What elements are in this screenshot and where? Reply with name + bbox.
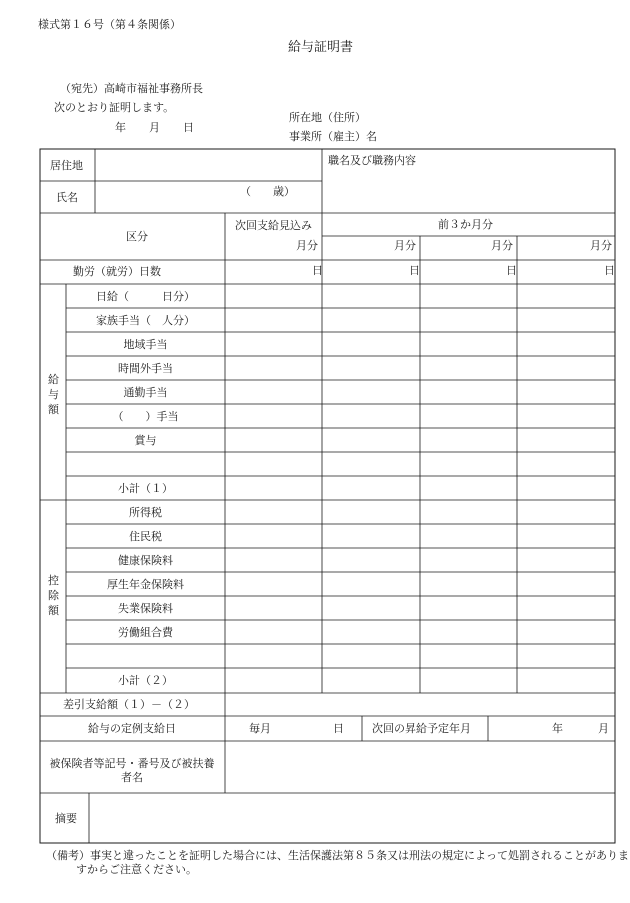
employer-name-label: 事業所（雇主）名 [289,130,377,143]
month-unit-2: 月分 [394,239,416,252]
month-unit-3: 月分 [491,239,513,252]
salary-row-daily: 日給（ 日分） [96,290,195,303]
deduction-row-union-dues: 労働組合費 [118,626,173,639]
deduction-row-resident-tax: 住民税 [129,530,162,543]
workdays-label: 勤労（就労）日数 [73,265,161,278]
next-raise-label: 次回の昇給予定年月 [372,722,471,735]
job-title-label: 職名及び職務内容 [328,154,416,167]
page-title: 給与証明書 [288,40,354,55]
payday-label: 給与の定例支給日 [88,722,176,735]
age-field[interactable]: （ 歳） [240,185,295,198]
salary-row-commute: 通勤手当 [123,386,168,399]
certify-text: 次のとおり証明します。 [54,101,175,114]
salary-subtotal: 小計（１） [118,482,173,495]
date-year: 年 [115,121,126,134]
next-payment-label: 次回支給見込み [235,219,312,232]
day-unit-3: 日 [506,264,517,277]
note-text: （備考）事実と違ったことを証明した場合には、生活保護法第８５条又は刑法の規定によって処罰されることがありますからご注意ください。 [46,849,629,876]
salary-row-regional: 地域手当 [123,338,168,351]
salary-row-family: 家族手当（ 人分） [96,314,195,327]
salary-row-bonus: 賞与 [134,434,157,447]
payday-day-unit: 日 [333,722,344,735]
salary-row-other-allowance: （ ）手当 [112,410,179,423]
residence-label: 居住地 [50,159,83,172]
raise-year-unit: 年 [552,722,563,735]
name-label: 氏名 [56,191,78,204]
month-unit-4: 月分 [590,239,612,252]
deduction-row-pension: 厚生年金保険料 [107,578,184,591]
past-three-months-label: 前３か月分 [438,218,493,231]
date-month: 月 [149,121,160,134]
deduction-row-health-insurance: 健康保険料 [118,554,173,567]
raise-month-unit: 月 [598,722,609,735]
remarks-label: 摘要 [55,812,77,825]
form-number: 様式第１６号（第４条関係） [38,18,181,31]
salary-group-label: 給与額 [48,373,59,416]
date-day: 日 [183,121,194,134]
deduction-subtotal: 小計（２） [118,674,173,687]
day-unit-2: 日 [409,264,420,277]
salary-row-overtime: 時間外手当 [118,362,173,375]
category-label: 区分 [126,230,148,243]
deduction-row-unemployment: 失業保険料 [118,602,173,615]
employer-address-label: 所在地（住所） [289,111,366,124]
month-unit-1: 月分 [296,239,318,252]
day-unit-4: 日 [604,264,615,277]
deduction-row-income-tax: 所得税 [129,506,162,519]
insurance-label: 被保険者等記号・番号及び被扶養者名 [49,757,215,785]
deduction-group-label: 控除額 [48,574,59,617]
day-unit-1: 日 [312,264,323,277]
payday-every-month: 毎月 [249,722,271,735]
net-pay-label: 差引支給額（１）－（２） [63,698,195,711]
addressee: （宛先）高崎市福祉事務所長 [60,82,203,95]
